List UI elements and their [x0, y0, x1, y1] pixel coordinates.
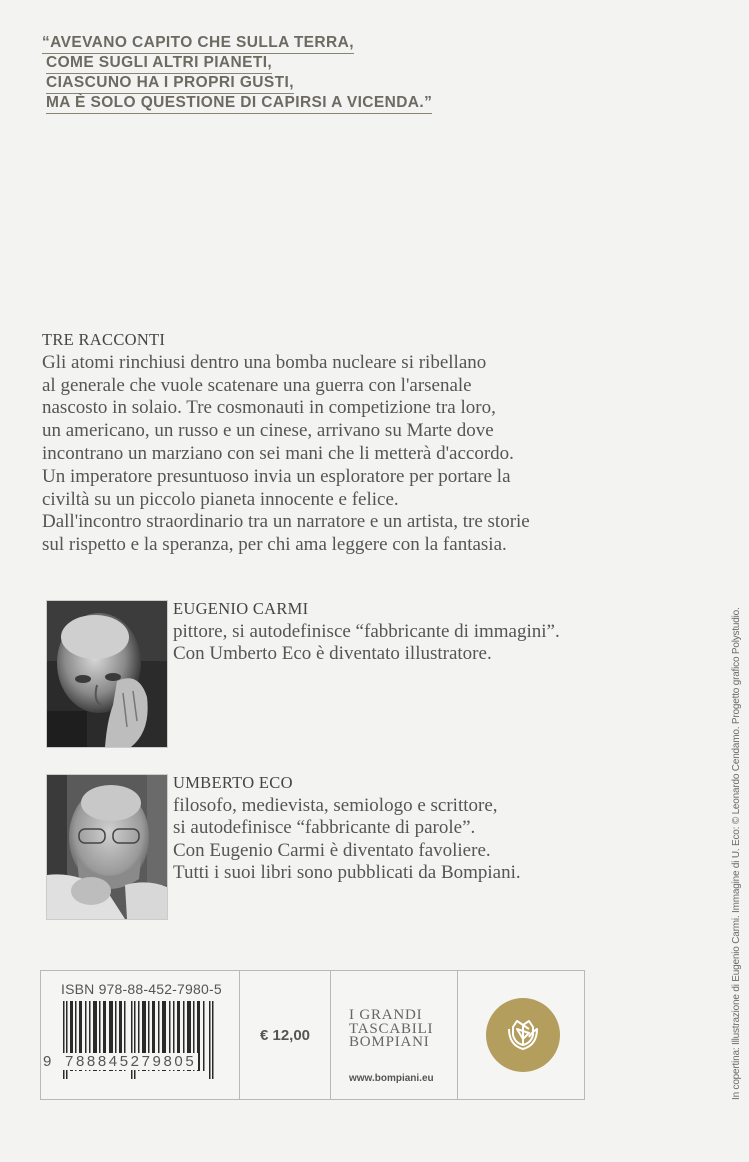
bio-line: pittore, si autodefinisce “fabbricante di immagini”. [173, 620, 560, 642]
synopsis-line: incontrano un marziano con sei mani che li metterà d'accordo. [42, 442, 514, 464]
synopsis-line: Un imperatore presuntuoso invia un esploratore per portare la [42, 465, 511, 487]
barcode-cell [41, 971, 240, 1099]
logo-cell [458, 971, 584, 1099]
quote-line: MA È SOLO QUESTIONE DI CAPIRSI A VICENDA.” [46, 94, 432, 114]
portrait-image [47, 601, 167, 747]
publisher-info-box [40, 970, 585, 1100]
portrait-image [47, 775, 167, 919]
quote-line: CIASCUNO HA I PROPRI GUSTI, [46, 74, 294, 94]
synopsis-line: sul rispetto e la speranza, per chi ama leggere con la fantasia. [42, 534, 507, 556]
quote-line: “AVEVANO CAPITO CHE SULLA TERRA, [42, 34, 354, 54]
price: € 12,00 [259, 1026, 311, 1044]
bio-line: Tutti i suoi libri sono pubblicati da Bompiani. [173, 862, 521, 883]
synopsis-line: civiltà su un piccolo pianeta innocente e felice. [42, 488, 399, 510]
barcode-first-digit: 9 [43, 1053, 52, 1070]
synopsis-line: al generale che vuole scatenare una guerra con l'arsenale [42, 374, 472, 396]
bio-line: filosofo, medievista, semiologo e scrittore, [173, 794, 498, 816]
series-cell [331, 971, 458, 1099]
series-name: I GRANDI TASCABILI BOMPIANI [349, 1007, 434, 1050]
barcode-digits: 788845279805 [65, 1053, 197, 1070]
price-cell [240, 971, 331, 1099]
synopsis-line: Dall'incontro straordinario tra un narratore e un artista, tre storie [42, 511, 530, 533]
bio-line: si autodefinisce “fabbricante di parole”. [173, 817, 476, 838]
synopsis-heading: TRE RACCONTI [42, 330, 166, 349]
cover-credits: In copertina: Illustrazione di Eugenio Carmi. Immagine di U. Eco: © Leonardo Cendamo. Progetto grafico Polystudio. [731, 607, 742, 1100]
author-name: UMBERTO ECO [173, 773, 293, 792]
author-bio [173, 598, 560, 666]
quote-line: COME SUGLI ALTRI PIANETI, [46, 54, 272, 74]
author-photo [46, 774, 168, 920]
back-cover-quote [42, 34, 432, 114]
author-bio [173, 772, 521, 885]
author-name: EUGENIO CARMI [173, 599, 309, 618]
bompiani-tulip-logo-icon [486, 998, 560, 1072]
publisher-url[interactable]: www.bompiani.eu [349, 1073, 434, 1084]
synopsis-line: Gli atomi rinchiusi dentro una bomba nucleare si ribellano [42, 351, 487, 373]
synopsis [42, 329, 662, 557]
isbn-label: ISBN 978-88-452-7980-5 [61, 981, 222, 997]
synopsis-line: un americano, un russo e un cinese, arrivano su Marte dove [42, 420, 494, 442]
synopsis-line: nascosto in solaio. Tre cosmonauti in competizione tra loro, [42, 397, 496, 419]
bio-line: Con Umberto Eco è diventato illustratore. [173, 643, 492, 664]
author-photo [46, 600, 168, 748]
bio-line: Con Eugenio Carmi è diventato favoliere. [173, 839, 491, 861]
